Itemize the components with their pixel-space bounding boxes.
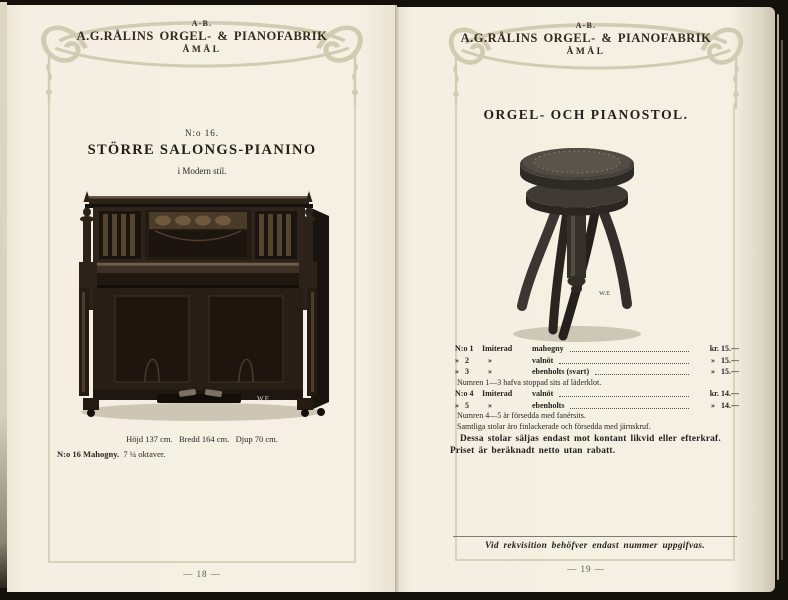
dot-leader bbox=[595, 374, 689, 375]
page-subtitle: i Modern stil. bbox=[177, 166, 227, 176]
price-list bbox=[455, 343, 739, 432]
price-value: » 14.— bbox=[711, 400, 739, 410]
ordering-footnote: Vid rekvisition behöfver endast nummer uppgifvas. bbox=[453, 536, 737, 551]
variant-detail: 7 ¼ oktaver. bbox=[119, 449, 166, 459]
company-ab: A-B. bbox=[575, 21, 597, 30]
price-row-no: » 5 bbox=[455, 400, 469, 410]
price-note: Samtliga stolar äro finlackerade och försedda med järnskruf. bbox=[457, 421, 651, 431]
price-row-material: ebenholts (svart) bbox=[532, 367, 590, 376]
upright-piano-photo bbox=[59, 188, 337, 428]
page-title: ORGEL- OCH PIANOSTOL. bbox=[483, 107, 689, 122]
variant-name: N:o 16 Mahogny. bbox=[57, 449, 120, 459]
page-title: STÖRRE SALONGS-PIANINO bbox=[87, 142, 317, 158]
dot-leader bbox=[570, 351, 689, 352]
price-row-material: valnöt bbox=[532, 355, 554, 365]
price-row-material: valnöt bbox=[532, 389, 554, 398]
company-city: ÅMÅL bbox=[182, 45, 222, 55]
terms-line-1: Dessa stolar säljas endast mot kontant likvid eller efterkraf. bbox=[460, 434, 721, 444]
price-row bbox=[455, 400, 739, 412]
company-name: A.G.RÅLINS ORGEL- & PIANOFABRIK bbox=[460, 31, 712, 45]
price-row-no: N:o 4 bbox=[455, 389, 474, 398]
price-note: Numren 1—3 hafva stoppad sits af läderklot. bbox=[457, 377, 602, 387]
company-ab: A-B. bbox=[191, 19, 213, 28]
book-gutter bbox=[395, 5, 399, 592]
dimensions-caption: Höjd 137 cm. Bredd 164 cm. Djup 70 cm. bbox=[126, 434, 278, 444]
terms-line-2: Priset är beräknadt netto utan rabatt. bbox=[450, 445, 616, 456]
price-row-no: » 2 bbox=[455, 355, 469, 365]
price-note: Numren 4—5 är försedda med fanérsits. bbox=[457, 411, 586, 420]
company-header bbox=[7, 19, 397, 56]
price-row-no: N:o 1 bbox=[455, 344, 474, 353]
page-edge-highlight bbox=[781, 40, 783, 560]
piano-stool-photo bbox=[497, 134, 665, 352]
page-number: — 19 — bbox=[567, 564, 605, 574]
price-row-material: mahogny bbox=[532, 344, 564, 353]
price-row bbox=[455, 343, 739, 355]
dot-leader bbox=[559, 363, 689, 364]
price-row bbox=[455, 366, 739, 378]
dot-leader bbox=[559, 396, 689, 397]
price-row-finish: » bbox=[482, 400, 492, 410]
catalog-page-right bbox=[397, 7, 775, 592]
price-value: kr. 14.— bbox=[709, 389, 739, 398]
item-number: N:o 16. bbox=[185, 128, 219, 138]
price-value: » 15.— bbox=[711, 367, 739, 376]
page-stack-edge bbox=[0, 2, 7, 588]
price-row-finish: » bbox=[482, 355, 492, 365]
price-value: » 15.— bbox=[711, 355, 739, 365]
price-row bbox=[455, 355, 739, 367]
price-row-finish: Imiterad bbox=[482, 344, 513, 353]
price-row-no: » 3 bbox=[455, 367, 469, 376]
catalog-page-left bbox=[7, 5, 397, 592]
price-row-finish: » bbox=[482, 367, 492, 376]
photo-signature: W.E bbox=[599, 290, 611, 297]
variant-line bbox=[57, 449, 165, 459]
page-edge-highlight bbox=[777, 14, 779, 580]
page-number: — 18 — bbox=[183, 569, 221, 579]
sales-terms bbox=[450, 434, 749, 457]
dot-leader bbox=[570, 408, 689, 409]
company-city: ÅMÅL bbox=[566, 47, 606, 57]
company-header bbox=[397, 21, 775, 58]
photo-signature: W.E. bbox=[257, 395, 271, 403]
price-row bbox=[455, 388, 739, 400]
price-row-material: ebenholts bbox=[532, 400, 565, 410]
price-value: kr. 15.— bbox=[709, 344, 739, 353]
company-name: A.G.RÅLINS ORGEL- & PIANOFABRIK bbox=[76, 29, 328, 43]
price-row-finish: Imiterad bbox=[482, 389, 513, 398]
